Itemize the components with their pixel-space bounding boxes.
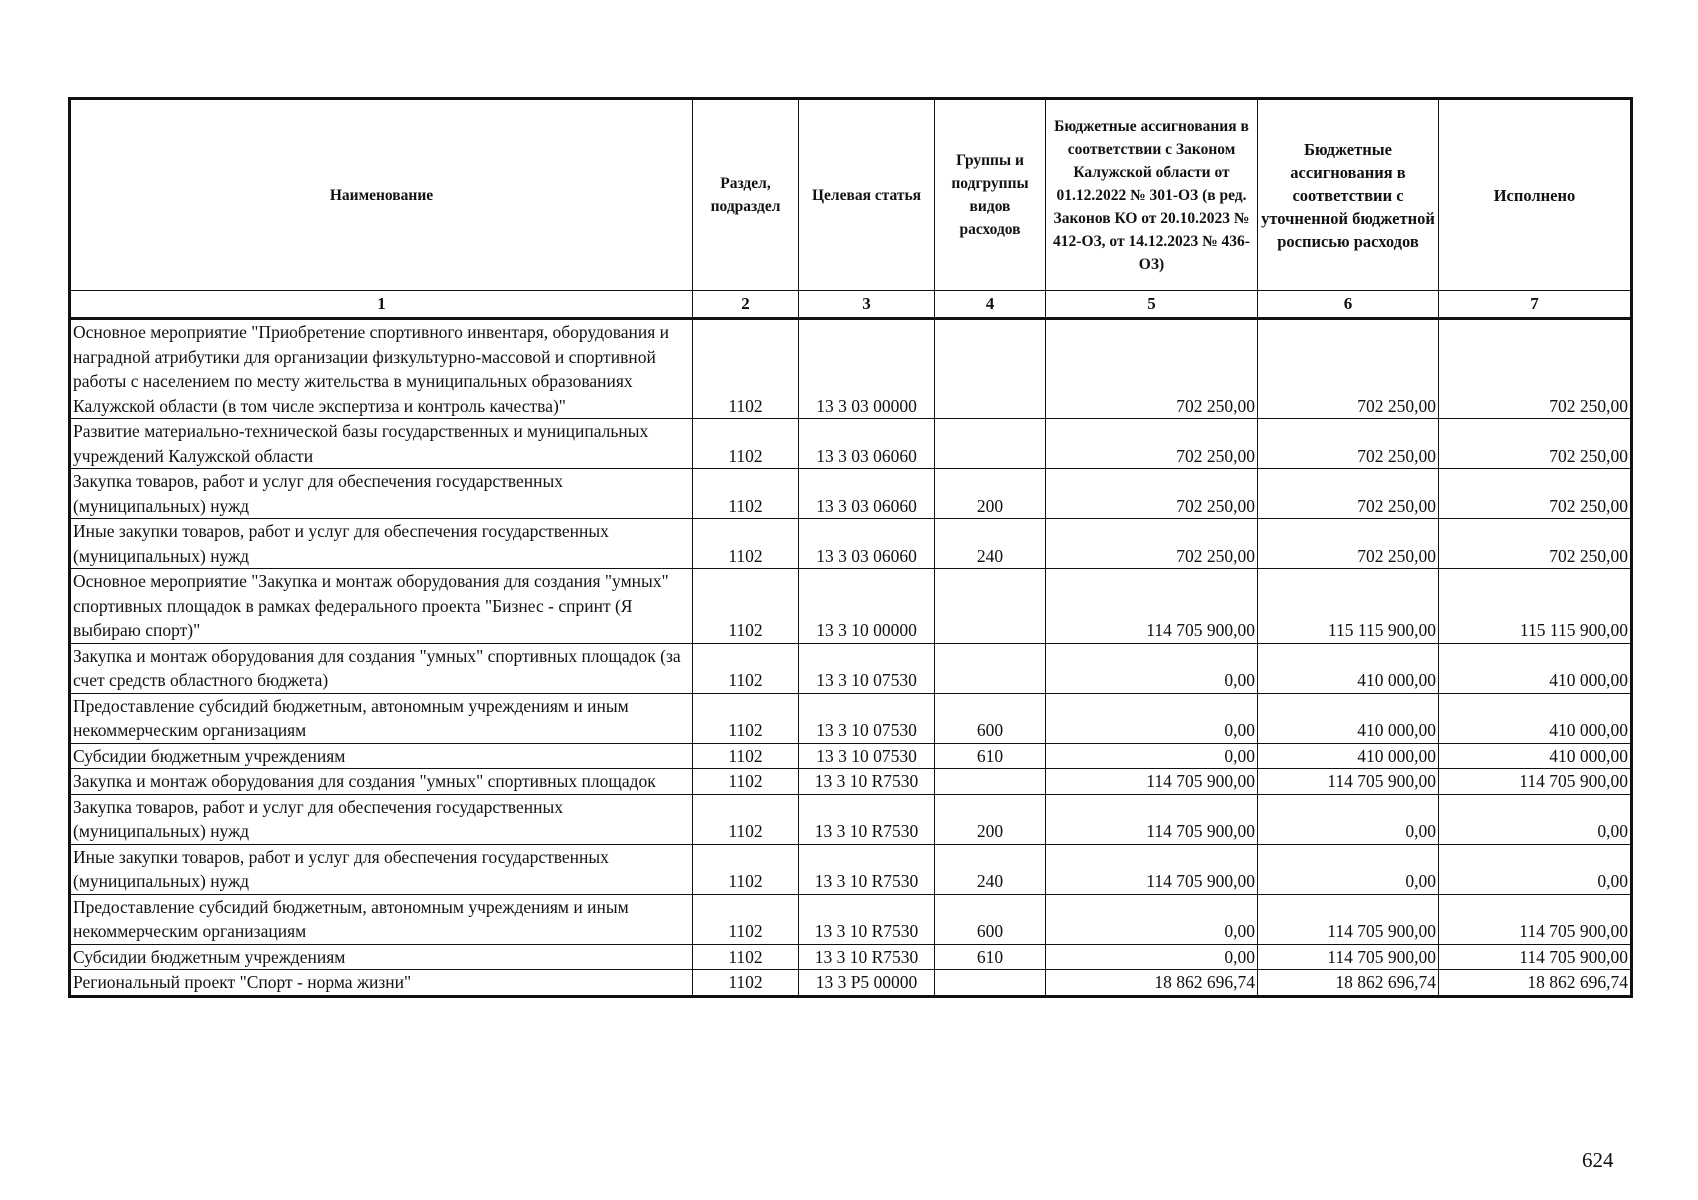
row-expense-group bbox=[935, 419, 1046, 469]
row-expense-group: 200 bbox=[935, 469, 1046, 519]
page-number: 624 bbox=[1582, 1148, 1614, 1172]
row-target-article: 13 3 10 07530 bbox=[799, 693, 935, 743]
row-section: 1102 bbox=[693, 794, 799, 844]
row-law-amount: 0,00 bbox=[1046, 894, 1258, 944]
row-law-amount: 0,00 bbox=[1046, 643, 1258, 693]
row-name: Предоставление субсидий бюджетным, автономным учреждениям и иным некоммерческим организациям bbox=[70, 894, 693, 944]
row-executed-amount: 114 705 900,00 bbox=[1439, 894, 1632, 944]
row-expense-group: 240 bbox=[935, 844, 1046, 894]
column-number: 3 bbox=[799, 291, 935, 319]
row-executed-amount: 702 250,00 bbox=[1439, 319, 1632, 419]
row-target-article: 13 3 10 R7530 bbox=[799, 769, 935, 795]
row-name: Закупка товаров, работ и услуг для обеспечения государственных (муниципальных) нужд bbox=[70, 794, 693, 844]
row-expense-group: 610 bbox=[935, 944, 1046, 970]
header-expense-groups: Группы и подгруппы видов расходов bbox=[935, 99, 1046, 291]
row-target-article: 13 3 10 R7530 bbox=[799, 894, 935, 944]
column-number: 6 bbox=[1258, 291, 1439, 319]
row-law-amount: 18 862 696,74 bbox=[1046, 970, 1258, 997]
row-refined-amount: 702 250,00 bbox=[1258, 519, 1439, 569]
row-section: 1102 bbox=[693, 743, 799, 769]
row-refined-amount: 114 705 900,00 bbox=[1258, 894, 1439, 944]
row-section: 1102 bbox=[693, 469, 799, 519]
row-executed-amount: 410 000,00 bbox=[1439, 743, 1632, 769]
row-target-article: 13 3 10 07530 bbox=[799, 643, 935, 693]
row-target-article: 13 3 10 R7530 bbox=[799, 844, 935, 894]
row-name: Региональный проект "Спорт - норма жизни" bbox=[70, 970, 693, 997]
row-executed-amount: 410 000,00 bbox=[1439, 643, 1632, 693]
row-law-amount: 0,00 bbox=[1046, 743, 1258, 769]
column-number: 1 bbox=[70, 291, 693, 319]
header-row bbox=[70, 99, 1632, 291]
row-expense-group bbox=[935, 970, 1046, 997]
row-target-article: 13 3 10 00000 bbox=[799, 569, 935, 644]
table-row bbox=[70, 970, 1632, 997]
table-row bbox=[70, 944, 1632, 970]
row-section: 1102 bbox=[693, 419, 799, 469]
row-law-amount: 114 705 900,00 bbox=[1046, 569, 1258, 644]
column-number: 4 bbox=[935, 291, 1046, 319]
row-name: Субсидии бюджетным учреждениям bbox=[70, 944, 693, 970]
column-number: 7 bbox=[1439, 291, 1632, 319]
row-refined-amount: 114 705 900,00 bbox=[1258, 769, 1439, 795]
row-section: 1102 bbox=[693, 944, 799, 970]
row-law-amount: 702 250,00 bbox=[1046, 519, 1258, 569]
table-row bbox=[70, 794, 1632, 844]
table-row bbox=[70, 743, 1632, 769]
row-name: Закупка и монтаж оборудования для создания "умных" спортивных площадок (за счет средств областного бюджета) bbox=[70, 643, 693, 693]
row-executed-amount: 114 705 900,00 bbox=[1439, 769, 1632, 795]
row-name: Предоставление субсидий бюджетным, автономным учреждениям и иным некоммерческим организациям bbox=[70, 693, 693, 743]
row-expense-group: 600 bbox=[935, 894, 1046, 944]
row-section: 1102 bbox=[693, 894, 799, 944]
column-number-row bbox=[70, 291, 1632, 319]
row-name: Закупка товаров, работ и услуг для обеспечения государственных (муниципальных) нужд bbox=[70, 469, 693, 519]
row-expense-group: 600 bbox=[935, 693, 1046, 743]
row-name: Субсидии бюджетным учреждениям bbox=[70, 743, 693, 769]
row-target-article: 13 3 03 06060 bbox=[799, 469, 935, 519]
table-row bbox=[70, 519, 1632, 569]
header-name: Наименование bbox=[70, 99, 693, 291]
table-body bbox=[70, 319, 1632, 997]
table-row bbox=[70, 844, 1632, 894]
row-law-amount: 0,00 bbox=[1046, 693, 1258, 743]
table-row bbox=[70, 693, 1632, 743]
row-refined-amount: 114 705 900,00 bbox=[1258, 944, 1439, 970]
row-target-article: 13 3 10 R7530 bbox=[799, 944, 935, 970]
table-row bbox=[70, 643, 1632, 693]
row-refined-amount: 410 000,00 bbox=[1258, 743, 1439, 769]
header-target-article: Целевая статья bbox=[799, 99, 935, 291]
row-target-article: 13 3 03 00000 bbox=[799, 319, 935, 419]
table-row bbox=[70, 569, 1632, 644]
row-law-amount: 702 250,00 bbox=[1046, 419, 1258, 469]
row-refined-amount: 410 000,00 bbox=[1258, 693, 1439, 743]
row-target-article: 13 3 10 07530 bbox=[799, 743, 935, 769]
row-refined-amount: 702 250,00 bbox=[1258, 469, 1439, 519]
row-expense-group bbox=[935, 643, 1046, 693]
row-target-article: 13 3 P5 00000 bbox=[799, 970, 935, 997]
row-name: Закупка и монтаж оборудования для создания "умных" спортивных площадок bbox=[70, 769, 693, 795]
row-section: 1102 bbox=[693, 643, 799, 693]
row-expense-group: 610 bbox=[935, 743, 1046, 769]
row-name: Иные закупки товаров, работ и услуг для обеспечения государственных (муниципальных) нужд bbox=[70, 844, 693, 894]
row-section: 1102 bbox=[693, 319, 799, 419]
table-row bbox=[70, 469, 1632, 519]
row-refined-amount: 702 250,00 bbox=[1258, 319, 1439, 419]
row-refined-amount: 702 250,00 bbox=[1258, 419, 1439, 469]
row-executed-amount: 702 250,00 bbox=[1439, 419, 1632, 469]
row-law-amount: 702 250,00 bbox=[1046, 319, 1258, 419]
row-name: Основное мероприятие "Закупка и монтаж оборудования для создания "умных" спортивных площадок в рамках федерального проекта "Бизнес - спринт (Я выбираю спорт)" bbox=[70, 569, 693, 644]
row-executed-amount: 114 705 900,00 bbox=[1439, 944, 1632, 970]
column-number: 2 bbox=[693, 291, 799, 319]
row-executed-amount: 702 250,00 bbox=[1439, 469, 1632, 519]
row-law-amount: 702 250,00 bbox=[1046, 469, 1258, 519]
header-executed: Исполнено bbox=[1439, 99, 1632, 291]
table-row bbox=[70, 419, 1632, 469]
row-executed-amount: 18 862 696,74 bbox=[1439, 970, 1632, 997]
row-refined-amount: 410 000,00 bbox=[1258, 643, 1439, 693]
header-refined-allocations: Бюджетные ассигнования в соответствии с уточненной бюджетной росписью расходов bbox=[1258, 99, 1439, 291]
row-section: 1102 bbox=[693, 769, 799, 795]
row-executed-amount: 0,00 bbox=[1439, 794, 1632, 844]
header-law-allocations: Бюджетные ассигнования в соответствии с Законом Калужской области от 01.12.2022 № 301-ОЗ (в ред. Законов КО от 20.10.2023 № 412-ОЗ, от 14.12.2023 № 436-ОЗ) bbox=[1046, 99, 1258, 291]
row-target-article: 13 3 10 R7530 bbox=[799, 794, 935, 844]
row-executed-amount: 0,00 bbox=[1439, 844, 1632, 894]
row-law-amount: 114 705 900,00 bbox=[1046, 769, 1258, 795]
row-name: Развитие материально-технической базы государственных и муниципальных учреждений Калужской области bbox=[70, 419, 693, 469]
row-section: 1102 bbox=[693, 693, 799, 743]
row-expense-group bbox=[935, 769, 1046, 795]
row-expense-group: 240 bbox=[935, 519, 1046, 569]
header-section: Раздел, подраздел bbox=[693, 99, 799, 291]
row-section: 1102 bbox=[693, 970, 799, 997]
row-executed-amount: 702 250,00 bbox=[1439, 519, 1632, 569]
row-refined-amount: 18 862 696,74 bbox=[1258, 970, 1439, 997]
row-target-article: 13 3 03 06060 bbox=[799, 519, 935, 569]
budget-table bbox=[68, 97, 1633, 998]
row-section: 1102 bbox=[693, 519, 799, 569]
row-target-article: 13 3 03 06060 bbox=[799, 419, 935, 469]
row-law-amount: 0,00 bbox=[1046, 944, 1258, 970]
row-name: Иные закупки товаров, работ и услуг для обеспечения государственных (муниципальных) нужд bbox=[70, 519, 693, 569]
row-expense-group: 200 bbox=[935, 794, 1046, 844]
row-refined-amount: 0,00 bbox=[1258, 844, 1439, 894]
row-executed-amount: 115 115 900,00 bbox=[1439, 569, 1632, 644]
table-row bbox=[70, 894, 1632, 944]
row-expense-group bbox=[935, 569, 1046, 644]
row-refined-amount: 0,00 bbox=[1258, 794, 1439, 844]
table-row bbox=[70, 769, 1632, 795]
row-law-amount: 114 705 900,00 bbox=[1046, 794, 1258, 844]
row-law-amount: 114 705 900,00 bbox=[1046, 844, 1258, 894]
row-name: Основное мероприятие "Приобретение спортивного инвентаря, оборудования и наградной атрибутики для организации физкультурно-массовой и спортивной работы с населением по месту жительства в муниципальных образованиях Калужской области (в том числе экспертиза и контроль качества)" bbox=[70, 319, 693, 419]
row-executed-amount: 410 000,00 bbox=[1439, 693, 1632, 743]
row-section: 1102 bbox=[693, 569, 799, 644]
row-section: 1102 bbox=[693, 844, 799, 894]
table-row bbox=[70, 319, 1632, 419]
column-number: 5 bbox=[1046, 291, 1258, 319]
row-expense-group bbox=[935, 319, 1046, 419]
row-refined-amount: 115 115 900,00 bbox=[1258, 569, 1439, 644]
